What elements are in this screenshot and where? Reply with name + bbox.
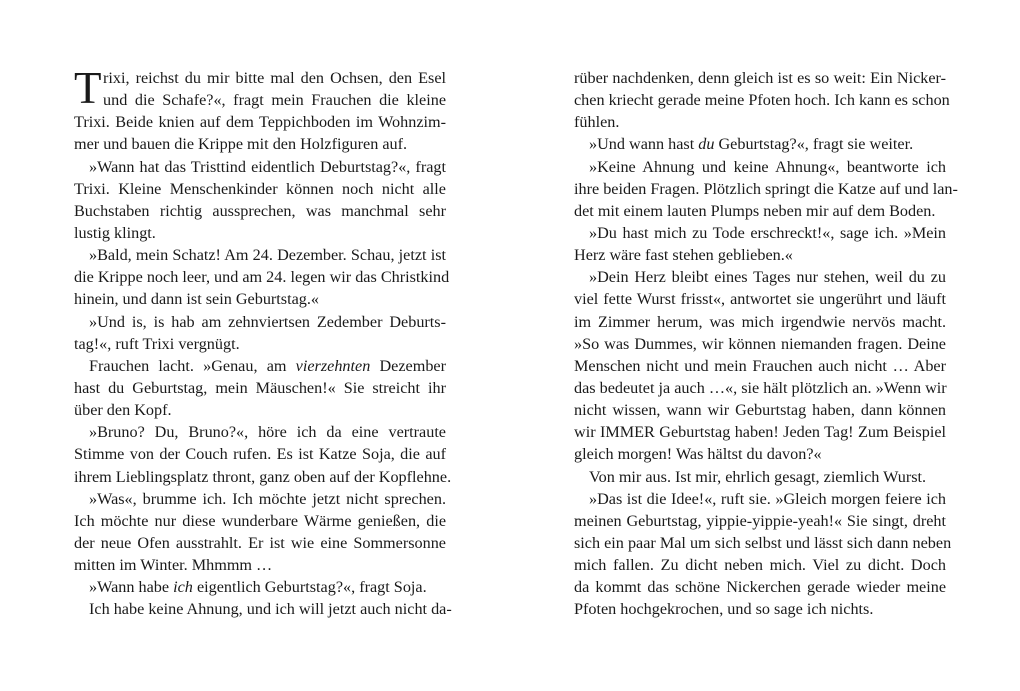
- text-line: meinen Geburtstag, yippie-yippie-yeah!« Sie singt, dreht: [574, 511, 946, 530]
- text-line: mer und bauen die Krippe mit den Holzfiguren auf.: [74, 135, 408, 154]
- emphasized-word: vierzehnten: [295, 356, 371, 375]
- text-line: wir IMMER Geburtstag haben! Jeden Tag! Zum Beispiel: [574, 423, 946, 442]
- text-line: mitten im Winter. Mhmmm …: [74, 556, 273, 575]
- right-page-text: [574, 67, 958, 621]
- emphasized-word: ich: [173, 578, 193, 597]
- text-line: »Dein Herz bleibt eines Tages nur stehen, weil du zu: [589, 268, 946, 287]
- text-line: Stimme von der Couch rufen. Es ist Katze Soja, die auf: [74, 445, 446, 464]
- text-line: Von mir aus. Ist mir, ehrlich gesagt, ziemlich Wurst.: [589, 467, 927, 486]
- text-line: [74, 576, 446, 598]
- text-line: [74, 355, 446, 377]
- right-page: [574, 67, 958, 621]
- text-line: Menschen nicht und mein Frauchen auch nicht … Aber: [574, 356, 946, 375]
- left-page: [74, 63, 452, 621]
- text-line: da kommt das schöne Nickerchen gerade wieder meine: [574, 578, 946, 597]
- text-line: gleich morgen! Was hältst du davon?«: [574, 445, 822, 464]
- text-line: rixi, reichst du mir bitte mal den Ochsen, den Esel: [103, 69, 446, 87]
- text-line: »Bruno? Du, Bruno?«, höre ich da eine vertraute: [89, 423, 446, 442]
- text-line: und die Schafe?«, fragt mein Frauchen die kleine: [103, 91, 446, 110]
- text-line: Herz wäre fast stehen geblieben.«: [574, 246, 793, 265]
- text-line: tag!«, ruft Trixi vergnügt.: [74, 334, 240, 353]
- text-line: »Was«, brumme ich. Ich möchte jetzt nicht sprechen.: [89, 489, 446, 508]
- text-line: Trixi. Beide knien auf dem Teppichboden im Wohnzim-: [74, 113, 446, 132]
- text-line: der neue Ofen ausstrahlt. Er ist wie eine Sommersonne: [74, 533, 446, 552]
- text-line: »Bald, mein Schatz! Am 24. Dezember. Schau, jetzt ist: [89, 246, 446, 265]
- text-line: Buchstaben richtig aussprechen, was manchmal sehr: [74, 201, 446, 220]
- text-line: hinein, und dann ist sein Geburtstag.«: [74, 290, 320, 309]
- emphasized-word: du: [698, 135, 715, 154]
- text-segment: Dezember: [370, 356, 446, 375]
- text-line: »So was Dummes, wir können niemanden fragen. Deine: [574, 334, 946, 353]
- text-line: det mit einem lauten Plumps neben mir auf dem Boden.: [574, 201, 936, 220]
- text-line: Pfoten hochgekrochen, und so sage ich nichts.: [574, 600, 874, 619]
- text-line: nicht wissen, wann wir Geburtstag haben, dann können: [574, 401, 946, 420]
- text-line: chen kriecht gerade meine Pfoten hoch. Ich kann es schon: [574, 91, 950, 110]
- text-line: ihrem Lieblingsplatz thront, ganz oben auf der Kopflehne.: [74, 467, 452, 486]
- text-line: über den Kopf.: [74, 401, 172, 420]
- text-line: die Krippe noch leer, und am 24. legen wir das Christkind: [74, 268, 450, 287]
- text-line: rüber nachdenken, denn gleich ist es so weit: Ein Nicker-: [574, 69, 946, 87]
- text-line: ihre beiden Fragen. Plötzlich springt die Katze auf und lan-: [574, 179, 958, 198]
- text-line: »Und is, is hab am zehnviertsen Zedember Deburts-: [89, 312, 446, 331]
- text-line: im Zimmer herum, was mich irgendwie nervös macht.: [574, 312, 946, 331]
- text-line: »Wann hat das Tristtind eidentlich Deburtstag?«, fragt: [89, 157, 446, 176]
- left-page-text: [74, 63, 452, 621]
- text-segment: eigentlich Geburtstag?«, fragt Soja.: [192, 578, 427, 597]
- text-line: »Keine Ahnung und keine Ahnung«, beantworte ich: [589, 157, 946, 176]
- text-line: Ich habe keine Ahnung, und ich will jetzt auch nicht da-: [89, 600, 452, 619]
- text-line: Trixi. Kleine Menschenkinder können noch nicht alle: [74, 179, 446, 198]
- text-segment: Frauchen lacht. »Genau, am: [89, 356, 296, 375]
- text-segment: »Und wann hast: [589, 135, 699, 154]
- text-line: sich ein paar Mal um sich selbst und lässt sich dann neben: [574, 533, 952, 552]
- text-line: »Das ist die Idee!«, ruft sie. »Gleich morgen feiere ich: [589, 489, 946, 508]
- text-line: »Du hast mich zu Tode erschreckt!«, sage ich. »Mein: [589, 223, 946, 242]
- text-segment: »Wann habe: [89, 578, 174, 597]
- drop-cap: T: [74, 63, 102, 113]
- text-line: lustig klingt.: [74, 223, 156, 242]
- text-line: viel fette Wurst frisst«, antwortet sie ungerührt und läuft: [574, 290, 946, 309]
- text-line: [574, 133, 946, 155]
- text-line: mich fallen. Zu dicht neben mich. Viel zu dicht. Doch: [574, 556, 946, 575]
- text-line: hast du Geburtstag, mein Mäuschen!« Sie streicht ihr: [74, 378, 446, 397]
- text-line: Ich möchte nur diese wunderbare Wärme genießen, die: [74, 511, 446, 530]
- text-line: fühlen.: [574, 113, 620, 132]
- text-segment: Geburtstag?«, fragt sie weiter.: [714, 135, 914, 154]
- text-line: das bedeutet ja auch …«, sie hält plötzlich an. »Wenn wir: [574, 378, 947, 397]
